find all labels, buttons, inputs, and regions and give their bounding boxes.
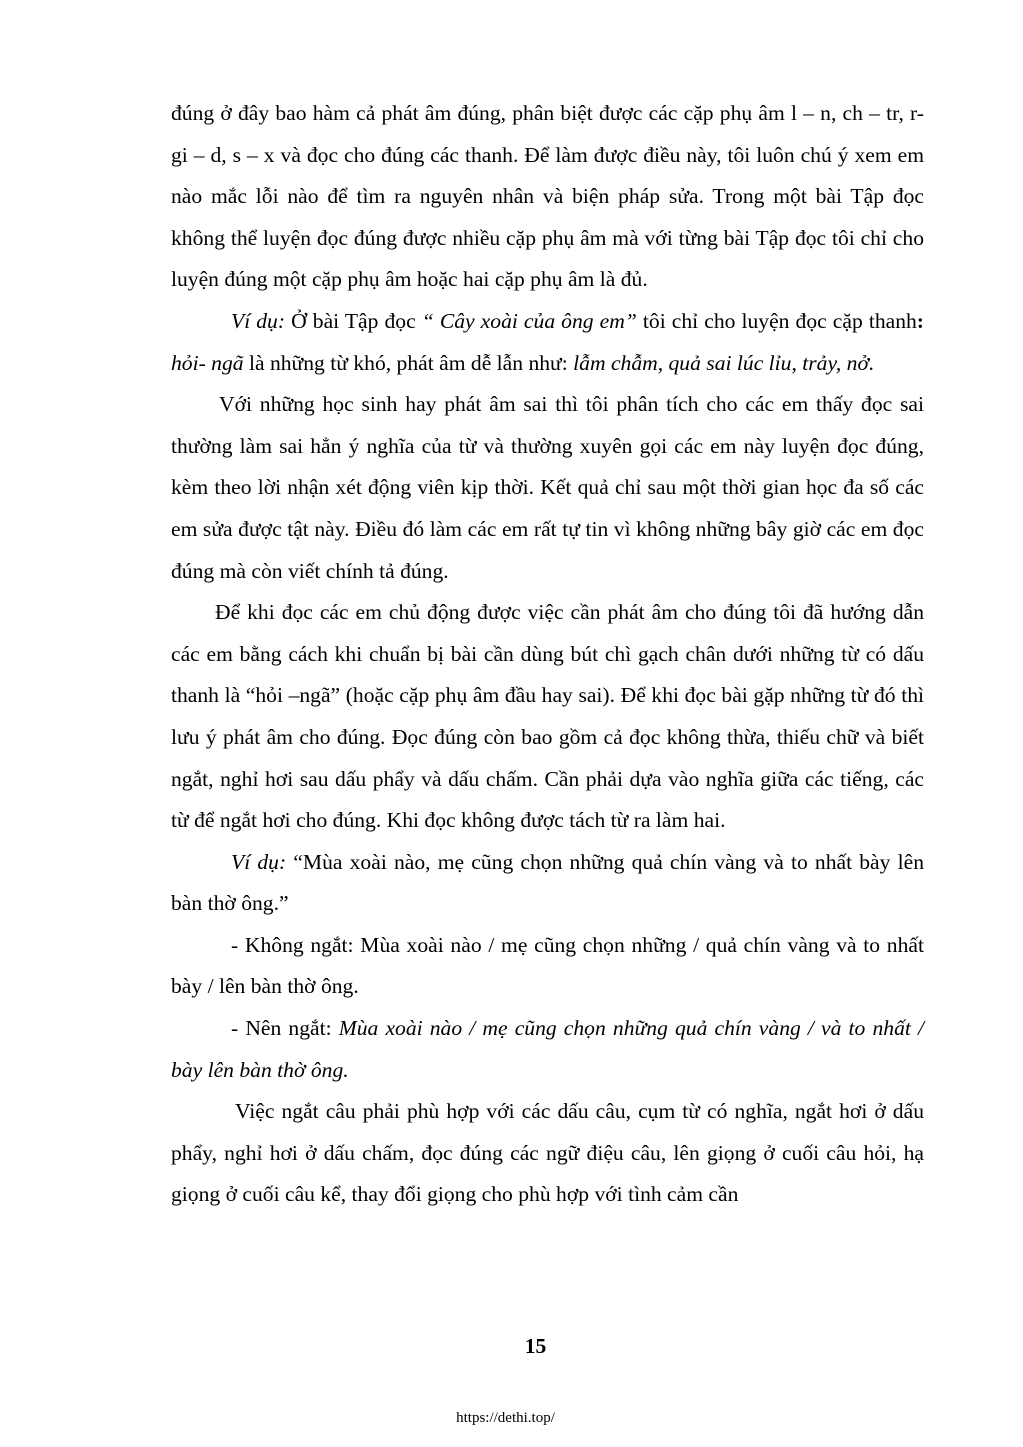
lesson-title: “ Cây xoài của ông em” xyxy=(421,308,637,333)
example-label: Ví dụ: xyxy=(231,308,286,333)
bold-colon: : xyxy=(916,308,924,333)
example-text-4: là những từ khó, phát âm dễ lẫn như: xyxy=(243,350,574,375)
page-number: 15 xyxy=(524,1334,547,1358)
footer-url[interactable]: https://dethi.top/ xyxy=(456,1410,555,1426)
paragraph-3: Với những học sinh hay phát âm sai thì tôi phân tích cho các em thấy đọc sai thường làm sai hẳn ý nghĩa của từ và thường xuyên gọi các em này luyện đọc đúng, kèm theo lời nhận xét động viên kịp thời. Kết quả chỉ sau một thời gian học đa số các em sửa được tật này. Điều đó làm các em rất tự tin vì không những bây giờ các em đọc đúng mà còn viết chính tả đúng. xyxy=(171,392,924,583)
example-label-2: Ví dụ: xyxy=(231,849,287,874)
should-pause-text: Mùa xoài nào / mẹ cũng chọn những quả chín vàng / và to nhất / bày lên bàn thờ ông. xyxy=(171,1016,924,1082)
paragraph-6-no-pause: - Không ngắt: Mùa xoài nào / mẹ cũng chọn những / quả chín vàng và to nhất bày / lên bàn thờ ông. xyxy=(171,932,924,999)
paragraph-1: đúng ở đây bao hàm cả phát âm đúng, phân biệt được các cặp phụ âm l – n, ch – tr, r- gi – d, s – x và đọc cho đúng các thanh. Để làm được điều này, tôi luôn chú ý xem em nào mắc lỗi nào để tìm ra nguyên nhân và biện pháp sửa. Trong một bài Tập đọc không thể luyện đọc đúng được nhiều cặp phụ âm mà với từng bài Tập đọc tôi chỉ cho luyện đúng một cặp phụ âm hoặc hai cặp phụ âm là đủ. xyxy=(171,101,924,292)
example-text-1: Ở bài Tập đọc xyxy=(285,308,422,333)
paragraph-7-should-pause xyxy=(171,1008,924,1091)
should-pause-lead: - Nên ngắt: xyxy=(231,1016,339,1041)
difficult-words: lẫm chẫm, quả sai lúc lỉu, trảy, nở. xyxy=(573,350,875,375)
paragraph-2-example xyxy=(171,301,924,384)
paragraph-5-example xyxy=(171,842,924,925)
example-text-2: tôi chỉ cho luyện đọc cặp thanh xyxy=(636,308,917,333)
paragraph-4: Để khi đọc các em chủ động được việc cần phát âm cho đúng tôi đã hướng dẫn các em bằng cách khi chuẩn bị bài cần dùng bút chì gạch chân dưới những từ có dấu thanh là “hỏi –ngã” (hoặc cặp phụ âm đầu hay sai). Để khi đọc bài gặp những từ đó thì lưu ý phát âm cho đúng. Đọc đúng còn bao gồm cả đọc không thừa, thiếu chữ và biết ngắt, nghỉ hơi sau dấu phẩy và dấu chấm. Cần phải dựa vào nghĩa giữa các tiếng, các từ để ngắt hơi cho đúng. Khi đọc không được tách từ ra làm hai. xyxy=(171,600,924,833)
tone-pair: hỏi- ngã xyxy=(171,350,244,375)
paragraph-8: Việc ngắt câu phải phù hợp với các dấu câu, cụm từ có nghĩa, ngắt hơi ở dấu phẩy, nghỉ hơi ở dấu chấm, đọc đúng các ngữ điệu câu, lên giọng ở cuối câu hỏi, hạ giọng ở cuối câu kể, thay đổi giọng cho phù hợp với tình cảm cần xyxy=(171,1099,924,1207)
example-sentence: “Mùa xoài nào, mẹ cũng chọn những quả chín vàng và to nhất bày lên bàn thờ ông.” xyxy=(171,849,924,916)
document-body xyxy=(171,93,924,1216)
